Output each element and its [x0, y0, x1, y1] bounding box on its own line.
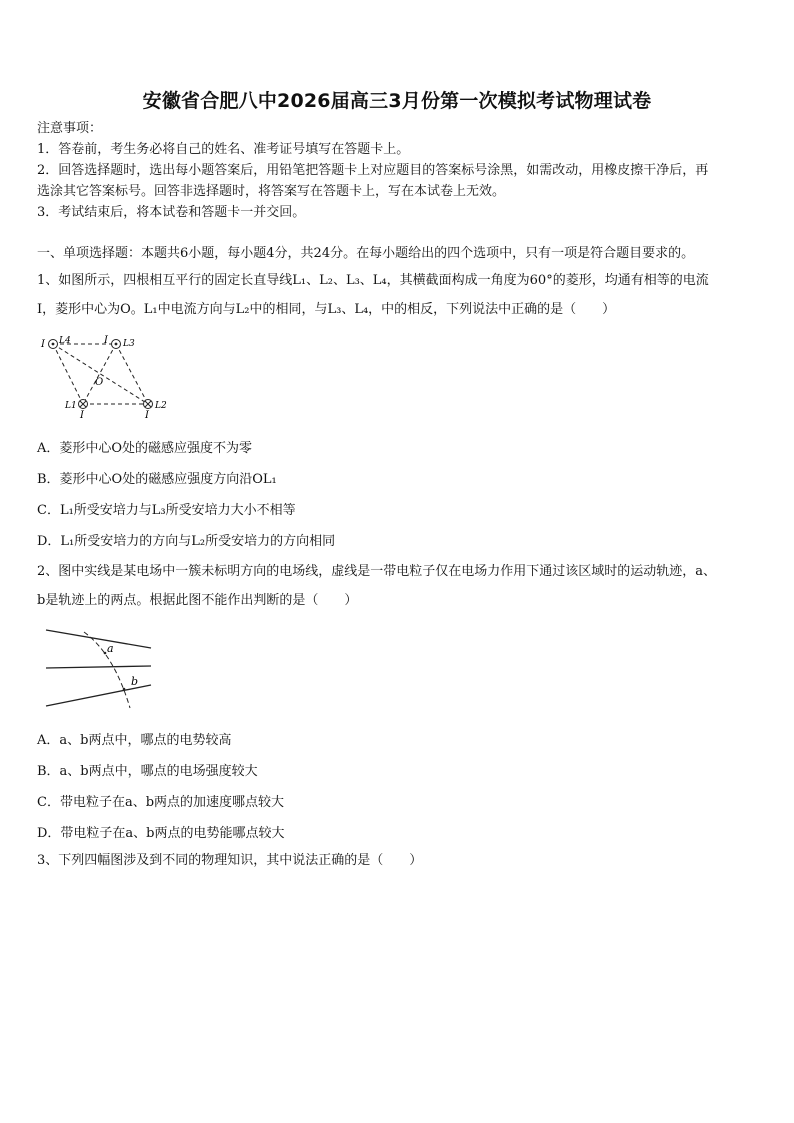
question-1-figure [36, 332, 176, 422]
question-2-option-d: D．带电粒子在a、b两点的电势能哪点较大 [37, 826, 285, 841]
label-center-o: O [95, 377, 104, 388]
question-2-figure [42, 622, 157, 712]
section-heading: 一、单项选择题：本题共6小题，每小题4分，共24分。在每小题给出的四个选项中，只有一项是符合题目要求的。 [37, 246, 695, 261]
label-current-mid: I [104, 335, 108, 346]
label-current-left: I [41, 339, 45, 350]
question-2-option-b: B．a、b两点中，哪点的电场强度较大 [37, 764, 258, 779]
question-3-stem-line1: 3、下列四幅图涉及到不同的物理知识，其中说法正确的是（ ） [37, 853, 423, 868]
point-a [104, 652, 107, 655]
rhombus-diagonal-long [53, 344, 148, 404]
question-1-option-b: B．菱形中心O处的磁感应强度方向沿OL₁ [37, 472, 277, 487]
notes-heading: 注意事项： [37, 121, 103, 136]
label-current-bottom-left: I [80, 410, 84, 421]
question-2-stem-line2: b是轨迹上的两点。根据此图不能作出判断的是（ ） [37, 593, 358, 608]
wire-l4-out-symbol [49, 340, 58, 349]
rhombus-right-edge [116, 344, 148, 404]
note-item-3: 3．考试结束后，将本试卷和答题卡一并交回。 [37, 205, 306, 220]
label-l4: L4 [59, 336, 71, 346]
page-title: 安徽省合肥八中2026届高三3月份第一次模拟考试物理试卷 [142, 90, 652, 112]
note-item-2: 2．回答选择题时，选出每小题答案后，用铅笔把答题卡上对应题目的答案标号涂黑，如需改动，用橡皮擦干净后，再 [37, 163, 709, 178]
note-item-2-cont: 选涂其它答案标号。回答非选择题时，将答案写在答题卡上，写在本试卷上无效。 [37, 184, 506, 199]
wire-l1-in-symbol [79, 400, 88, 409]
question-1-option-a: A．菱形中心O处的磁感应强度不为零 [37, 441, 253, 456]
question-1-option-d: D．L₁所受安培力的方向与L₂所受安培力的方向相同 [37, 534, 336, 549]
label-l2: L2 [155, 401, 167, 411]
wire-l3-out-symbol [112, 340, 121, 349]
note-item-1: 1．答卷前，考生务必将自己的姓名、准考证号填写在答题卡上。 [37, 142, 410, 157]
point-b [123, 688, 126, 691]
label-current-bottom-right: I [145, 410, 149, 421]
rhombus-diagonal-short [83, 344, 116, 404]
question-1-stem-line1: 1、如图所示，四根相互平行的固定长直导线L₁、L₂、L₃、L₄，其横截面构成一角度为60°的菱形，均通有相等的电流 [37, 273, 709, 288]
question-2-option-a: A．a、b两点中，哪点的电势较高 [37, 733, 232, 748]
label-a: a [107, 642, 114, 655]
field-line-middle [46, 666, 151, 668]
question-1-stem-line2: I，菱形中心为O。L₁中电流方向与L₂中的相同，与L₃、L₄，中的相反，下列说法中正确的是（ ） [37, 302, 616, 317]
label-b: b [131, 675, 139, 688]
question-1-option-c: C．L₁所受安培力与L₃所受安培力大小不相等 [37, 503, 296, 518]
label-l3: L3 [123, 339, 135, 349]
question-2-option-c: C．带电粒子在a、b两点的加速度哪点较大 [37, 795, 285, 810]
field-line-bottom [46, 685, 151, 706]
label-l1: L1 [65, 401, 77, 411]
wire-l2-in-symbol [144, 400, 153, 409]
question-2-stem-line1: 2、图中实线是某电场中一簇未标明方向的电场线，虚线是一带电粒子仅在电场力作用下通过该区域时的运动轨迹，a、 [37, 564, 717, 579]
